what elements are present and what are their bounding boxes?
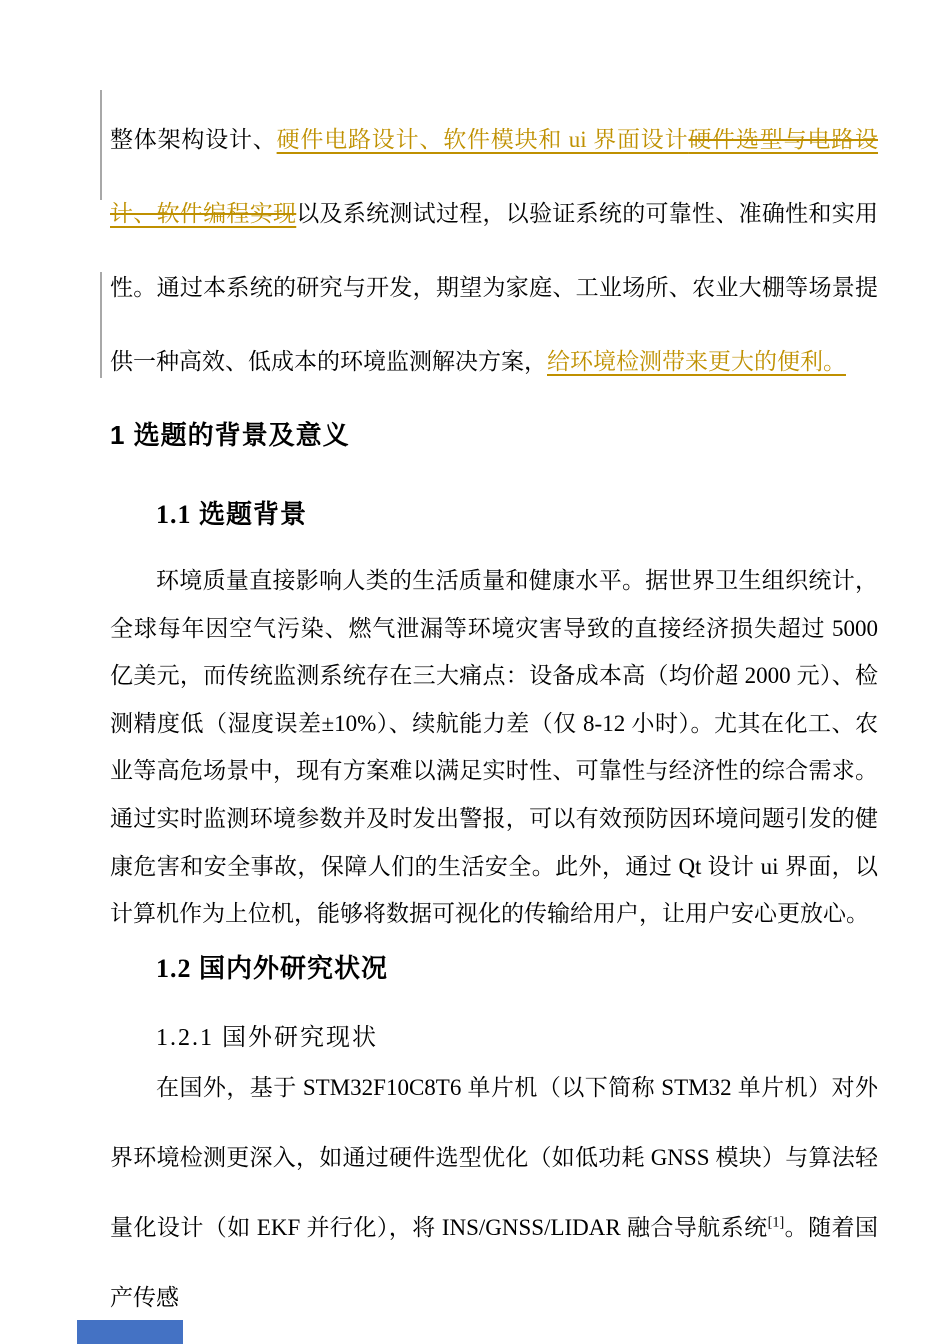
heading-subsection-1-2-1[interactable]: 1.2.1 国外研究现状 bbox=[156, 1025, 378, 1051]
paragraph-background[interactable]: 环境质量直接影响人类的生活质量和健康水平。据世界卫生组织统计，全球每年因空气污染、燃气泄漏等环境灾害导致的直接经济损失超过 5000 亿美元，而传统监测系统存在三大痛点：设备成本高（均价超 2000 元）、检测精度低（湿度误差±10%）、续航能力差（仅 8-12 小时）。尤其在化工、农业等高危场景中，现有方案难以满足实时性、可靠性与经济性的综合需求。通过实时监测环境参数并及时发出警报，可以有效预防因环境问题引发的健康危害和安全事故，保障人们的生活安全。此外，通过 Qt 设计 ui 界面，以计算机作为上位机，能够将数据可视化的传输给用户，让用户安心更放心。 bbox=[110, 568, 878, 927]
citation-marker: [1] bbox=[767, 1214, 785, 1231]
tracked-change-bar bbox=[100, 272, 102, 378]
foreign-text: 在国外，基于 STM32F10C8T6 单片机（以下简称 STM32 单片机）对外界环境检测更深入，如通过硬件选型优化（如低功耗 GNSS 模块）与算法轻量化设计（如 EKF 并行化），将 INS/GNSS/LIDAR 融合导航系统 bbox=[110, 1075, 878, 1240]
paragraph-foreign-research[interactable] bbox=[110, 1053, 878, 1333]
paragraph-intro[interactable] bbox=[110, 103, 878, 399]
foreign-text: 。随着国产传感 bbox=[110, 1215, 879, 1310]
intro-inserted-text: 硬件电路设计、软件模块和 ui 界面设计 bbox=[276, 127, 689, 152]
intro-text-normal: 以及系统测试过程，以验证系统的可靠性、准确性和实用性。通过本系统的研究与开发，期望为家庭、工业场所、农业大棚等场景提供一种高效、低成本的环境监测解决方案， bbox=[110, 201, 878, 374]
intro-inserted-text: 给环境检测带来更大的便利。 bbox=[547, 349, 846, 374]
heading-section-1-1[interactable]: 1.1 选题背景 bbox=[156, 499, 308, 529]
intro-text-normal: 整体架构设计、 bbox=[110, 127, 277, 152]
heading-chapter-1[interactable]: 1 选题的背景及意义 bbox=[110, 420, 350, 451]
blue-selection-artifact bbox=[77, 1320, 183, 1344]
heading-section-1-2[interactable]: 1.2 国内外研究状况 bbox=[156, 953, 389, 983]
intro-deleted-text: 硬件选型与电路设计、软件编程实现 bbox=[110, 127, 879, 226]
tracked-change-bar bbox=[100, 90, 102, 200]
